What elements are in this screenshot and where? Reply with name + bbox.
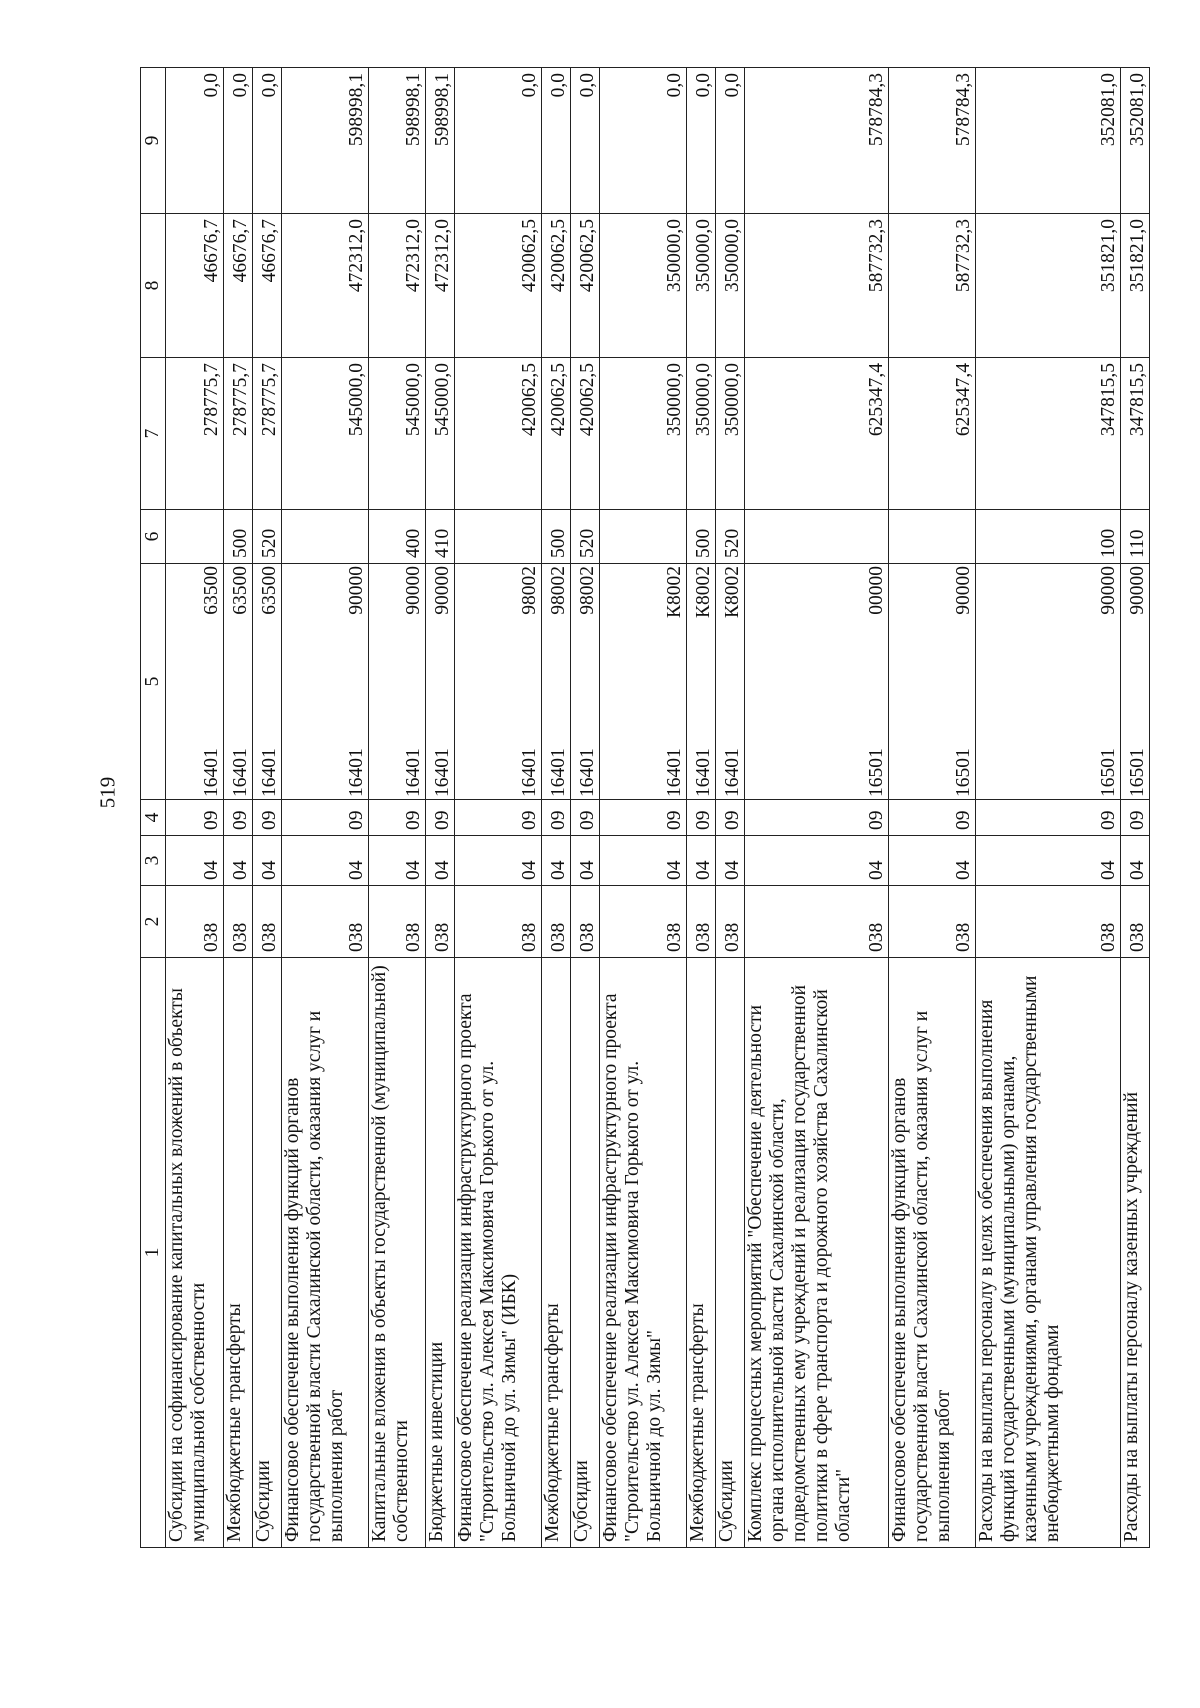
table-row (368, 68, 426, 1548)
target-article-program: 16401 (663, 748, 685, 797)
cell-expense-type (600, 510, 687, 564)
target-article-program: 16401 (548, 748, 570, 797)
target-article-program: 16501 (1097, 748, 1119, 797)
cell-section: 04 (252, 836, 281, 886)
target-article-direction: К8002 (692, 566, 714, 619)
table-row (252, 68, 281, 1548)
table-row (455, 68, 542, 1548)
cell-year-3-amount: 0,0 (455, 68, 542, 214)
cell-ministry-code: 038 (715, 886, 744, 958)
cell-section: 04 (744, 836, 889, 886)
header-row (141, 68, 166, 1548)
cell-year-3-amount: 0,0 (715, 68, 744, 214)
target-article-program: 16401 (403, 748, 425, 797)
cell-year-1-amount: 545000,0 (281, 358, 368, 510)
table-row (426, 68, 455, 1548)
cell-year-2-amount: 472312,0 (368, 214, 426, 358)
cell-year-1-amount: 420062,5 (455, 358, 542, 510)
cell-subsection: 09 (368, 800, 426, 836)
cell-section: 04 (976, 836, 1121, 886)
rotated-table-container (140, 68, 1150, 1548)
cell-ministry-code: 038 (1120, 886, 1149, 958)
target-article-direction: 90000 (1127, 566, 1148, 615)
cell-year-2-amount: 46676,7 (223, 214, 252, 358)
column-header-5: 5 (141, 564, 166, 800)
row-name: Межбюджетные трансферты (686, 958, 715, 1548)
target-article-direction: 63500 (229, 566, 251, 615)
row-name: Субсидии (571, 958, 600, 1548)
cell-year-1-amount: 350000,0 (686, 358, 715, 510)
cell-year-1-amount: 625347,4 (889, 358, 976, 510)
cell-ministry-code: 038 (426, 886, 455, 958)
row-name: Расходы на выплаты персоналу в целях обеспечения выполнения функций государственными (муниципальными) органами, казенными учреждениями, органами управления государственными внебюджетными фондами (976, 958, 1121, 1548)
cell-section: 04 (889, 836, 976, 886)
cell-expense-type: 520 (715, 510, 744, 564)
target-article-program: 16401 (692, 748, 714, 797)
cell-expense-type: 110 (1120, 510, 1149, 564)
cell-year-2-amount: 46676,7 (252, 214, 281, 358)
cell-year-1-amount: 420062,5 (542, 358, 571, 510)
table-row (223, 68, 252, 1548)
target-article-program: 16401 (229, 748, 251, 797)
cell-year-2-amount: 587732,3 (744, 214, 889, 358)
target-article-program: 16501 (953, 748, 975, 797)
table-row (571, 68, 600, 1548)
cell-target-article (600, 564, 687, 800)
cell-year-1-amount: 347815,5 (1120, 358, 1149, 510)
table-row (1120, 68, 1149, 1548)
cell-ministry-code: 038 (600, 886, 687, 958)
target-article-direction: 90000 (345, 566, 367, 615)
table-row (686, 68, 715, 1548)
target-article-program: 16401 (345, 748, 367, 797)
row-name: Межбюджетные трансферты (223, 958, 252, 1548)
row-name: Финансовое обеспечение реализации инфраструктурного проекта "Строительство ул. Алексея Максимовича Горького от ул. Больничной до ул. Зимы" (ИБК) (455, 958, 542, 1548)
target-article-direction: 98002 (548, 566, 570, 615)
cell-expense-type (166, 510, 224, 564)
cell-year-2-amount: 350000,0 (600, 214, 687, 358)
cell-section: 04 (571, 836, 600, 886)
cell-year-1-amount: 420062,5 (571, 358, 600, 510)
cell-year-3-amount: 0,0 (571, 68, 600, 214)
target-article-program: 16401 (577, 748, 599, 797)
cell-year-3-amount: 0,0 (223, 68, 252, 214)
cell-year-3-amount: 0,0 (542, 68, 571, 214)
cell-subsection: 09 (455, 800, 542, 836)
cell-year-1-amount: 347815,5 (976, 358, 1121, 510)
column-header-4: 4 (141, 800, 166, 836)
row-name: Финансовое обеспечение выполнения функций органов государственной власти Сахалинской области, оказания услуг и выполнения работ (889, 958, 976, 1548)
cell-section: 04 (1120, 836, 1149, 886)
cell-subsection: 09 (889, 800, 976, 836)
table-row (889, 68, 976, 1548)
cell-year-3-amount: 578784,3 (744, 68, 889, 214)
target-article-direction: 63500 (258, 566, 280, 615)
cell-section: 04 (600, 836, 687, 886)
cell-target-article (889, 564, 976, 800)
cell-subsection: 09 (976, 800, 1121, 836)
cell-year-3-amount: 0,0 (686, 68, 715, 214)
cell-year-1-amount: 278775,7 (223, 358, 252, 510)
cell-expense-type: 100 (976, 510, 1121, 564)
table-row (744, 68, 889, 1548)
column-header-3: 3 (141, 836, 166, 886)
cell-target-article (166, 564, 224, 800)
cell-section: 04 (166, 836, 224, 886)
column-header-6: 6 (141, 510, 166, 564)
row-name: Капитальные вложения в объекты государственной (муниципальной) собственности (368, 958, 426, 1548)
cell-year-1-amount: 350000,0 (715, 358, 744, 510)
cell-section: 04 (223, 836, 252, 886)
target-article-direction: 00000 (866, 566, 888, 615)
cell-ministry-code: 038 (686, 886, 715, 958)
cell-expense-type (889, 510, 976, 564)
cell-year-3-amount: 578784,3 (889, 68, 976, 214)
cell-ministry-code: 038 (571, 886, 600, 958)
cell-section: 04 (542, 836, 571, 886)
cell-year-3-amount: 0,0 (252, 68, 281, 214)
cell-subsection: 09 (1120, 800, 1149, 836)
cell-target-article (281, 564, 368, 800)
row-name: Субсидии (715, 958, 744, 1548)
cell-ministry-code: 038 (223, 886, 252, 958)
cell-year-2-amount: 420062,5 (455, 214, 542, 358)
cell-ministry-code: 038 (744, 886, 889, 958)
cell-year-3-amount: 598998,1 (368, 68, 426, 214)
page-number: 519 (95, 776, 120, 809)
cell-target-article (744, 564, 889, 800)
cell-year-1-amount: 350000,0 (600, 358, 687, 510)
row-name: Межбюджетные трансферты (542, 958, 571, 1548)
cell-expense-type: 500 (542, 510, 571, 564)
cell-year-2-amount: 46676,7 (166, 214, 224, 358)
cell-ministry-code: 038 (455, 886, 542, 958)
target-article-direction: 90000 (1097, 566, 1119, 615)
cell-subsection: 09 (744, 800, 889, 836)
cell-section: 04 (281, 836, 368, 886)
cell-target-article (1120, 564, 1149, 800)
cell-year-2-amount: 351821,0 (1120, 214, 1149, 358)
row-name: Комплекс процессных мероприятий "Обеспечение деятельности органа исполнительной власти Сахалинской области, подведомственных ему учреждений и реализация государственной политики в сфере транспорта и дорожного хозяйства Сахалинской области" (744, 958, 889, 1548)
target-article-program: 16401 (519, 748, 541, 797)
column-header-1: 1 (141, 958, 166, 1548)
cell-target-article (542, 564, 571, 800)
cell-year-1-amount: 545000,0 (426, 358, 455, 510)
cell-expense-type (744, 510, 889, 564)
table-row (542, 68, 571, 1548)
target-article-direction: 98002 (519, 566, 541, 615)
cell-expense-type: 520 (571, 510, 600, 564)
table-row (600, 68, 687, 1548)
cell-year-3-amount: 0,0 (166, 68, 224, 214)
cell-subsection: 09 (571, 800, 600, 836)
target-article-direction: 90000 (432, 566, 454, 615)
row-name: Расходы на выплаты персоналу казенных учреждений (1120, 958, 1149, 1548)
cell-year-2-amount: 351821,0 (976, 214, 1121, 358)
cell-year-1-amount: 625347,4 (744, 358, 889, 510)
target-article-program: 16401 (200, 748, 222, 797)
cell-target-article (223, 564, 252, 800)
cell-ministry-code: 038 (889, 886, 976, 958)
cell-section: 04 (426, 836, 455, 886)
row-name: Субсидии (252, 958, 281, 1548)
column-header-8: 8 (141, 214, 166, 358)
cell-year-2-amount: 472312,0 (426, 214, 455, 358)
target-article-program: 16401 (258, 748, 280, 797)
table-row (166, 68, 224, 1548)
target-article-direction: К8002 (721, 566, 743, 619)
target-article-direction: К8002 (663, 566, 685, 619)
target-article-direction: 90000 (403, 566, 425, 615)
budget-table (140, 67, 1150, 1548)
cell-section: 04 (368, 836, 426, 886)
cell-subsection: 09 (542, 800, 571, 836)
target-article-program: 16401 (432, 748, 454, 797)
table-row (281, 68, 368, 1548)
row-name: Финансовое обеспечение реализации инфраструктурного проекта "Строительство ул. Алексея Максимовича Горького от ул. Больничной до ул. Зимы" (600, 958, 687, 1548)
cell-year-3-amount: 352081,0 (976, 68, 1121, 214)
cell-subsection: 09 (426, 800, 455, 836)
table-body (166, 68, 1150, 1548)
cell-expense-type: 520 (252, 510, 281, 564)
row-name: Финансовое обеспечение выполнения функций органов государственной власти Сахалинской области, оказания услуг и выполнения работ (281, 958, 368, 1548)
cell-ministry-code: 038 (281, 886, 368, 958)
cell-target-article (368, 564, 426, 800)
cell-year-3-amount: 598998,1 (281, 68, 368, 214)
cell-section: 04 (455, 836, 542, 886)
cell-target-article (686, 564, 715, 800)
cell-subsection: 09 (715, 800, 744, 836)
cell-subsection: 09 (686, 800, 715, 836)
cell-year-2-amount: 587732,3 (889, 214, 976, 358)
cell-expense-type: 500 (686, 510, 715, 564)
cell-target-article (976, 564, 1121, 800)
cell-subsection: 09 (281, 800, 368, 836)
column-header-7: 7 (141, 358, 166, 510)
cell-target-article (715, 564, 744, 800)
cell-section: 04 (715, 836, 744, 886)
cell-year-2-amount: 350000,0 (715, 214, 744, 358)
table-row (715, 68, 744, 1548)
target-article-direction: 63500 (200, 566, 222, 615)
row-name: Субсидии на софинансирование капитальных вложений в объекты муниципальной собственности (166, 958, 224, 1548)
cell-subsection: 09 (600, 800, 687, 836)
row-name: Бюджетные инвестиции (426, 958, 455, 1548)
target-article-program: 16501 (866, 748, 888, 797)
cell-subsection: 09 (166, 800, 224, 836)
target-article-direction: 90000 (953, 566, 975, 615)
cell-target-article (455, 564, 542, 800)
cell-year-2-amount: 420062,5 (542, 214, 571, 358)
cell-subsection: 09 (223, 800, 252, 836)
cell-ministry-code: 038 (368, 886, 426, 958)
cell-ministry-code: 038 (542, 886, 571, 958)
cell-year-3-amount: 0,0 (600, 68, 687, 214)
column-header-2: 2 (141, 886, 166, 958)
cell-subsection: 09 (252, 800, 281, 836)
cell-year-3-amount: 352081,0 (1120, 68, 1149, 214)
cell-expense-type (281, 510, 368, 564)
cell-expense-type (455, 510, 542, 564)
target-article-program: 16401 (721, 748, 743, 797)
cell-year-2-amount: 420062,5 (571, 214, 600, 358)
cell-ministry-code: 038 (252, 886, 281, 958)
cell-ministry-code: 038 (166, 886, 224, 958)
cell-year-1-amount: 278775,7 (252, 358, 281, 510)
cell-section: 04 (686, 836, 715, 886)
table-row (976, 68, 1121, 1548)
column-header-9: 9 (141, 68, 166, 214)
cell-year-1-amount: 278775,7 (166, 358, 224, 510)
cell-target-article (252, 564, 281, 800)
target-article-direction: 98002 (577, 566, 599, 615)
cell-year-2-amount: 472312,0 (281, 214, 368, 358)
cell-expense-type: 410 (426, 510, 455, 564)
cell-year-1-amount: 545000,0 (368, 358, 426, 510)
cell-ministry-code: 038 (976, 886, 1121, 958)
cell-expense-type: 500 (223, 510, 252, 564)
target-article-program: 16501 (1127, 748, 1148, 797)
cell-target-article (426, 564, 455, 800)
cell-year-2-amount: 350000,0 (686, 214, 715, 358)
cell-target-article (571, 564, 600, 800)
cell-expense-type: 400 (368, 510, 426, 564)
cell-year-3-amount: 598998,1 (426, 68, 455, 214)
